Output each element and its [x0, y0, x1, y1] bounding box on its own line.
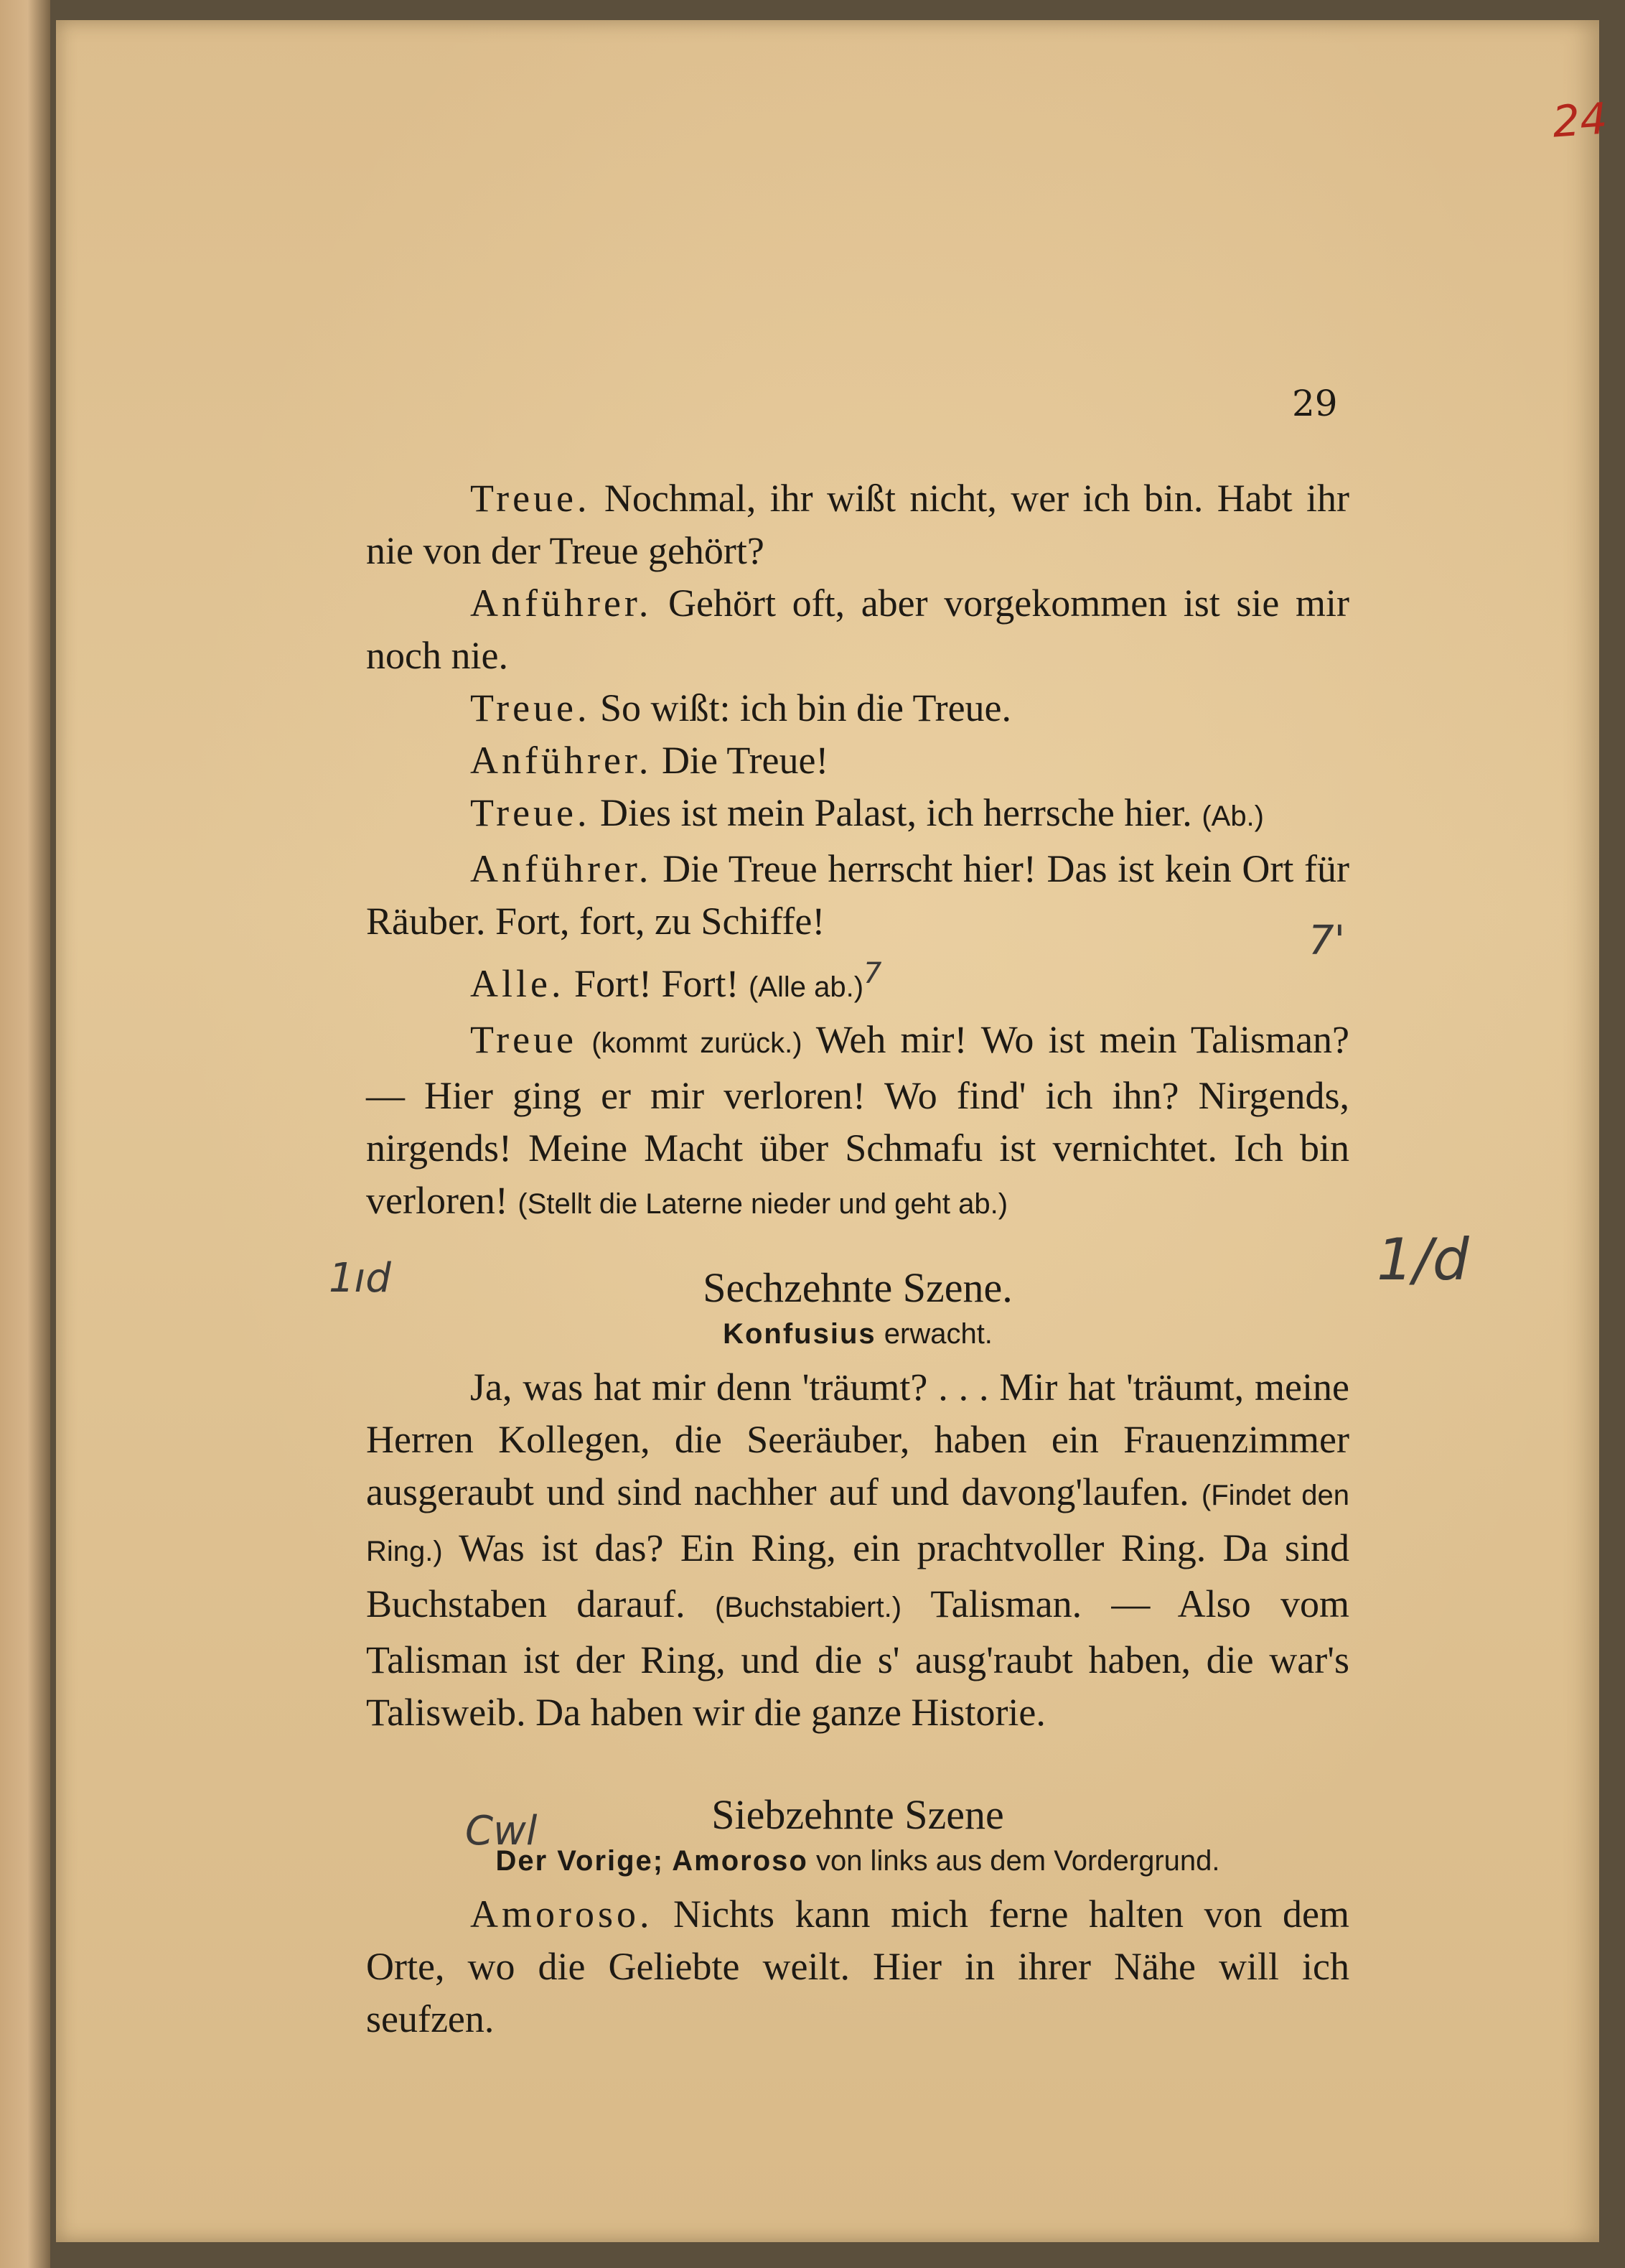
pencil-margin-mark: 7'	[1308, 918, 1346, 964]
character-name: Der Vorige;	[495, 1845, 665, 1877]
page-text	[366, 472, 1349, 2045]
scene-direction: von links aus dem Vordergrund.	[815, 1845, 1220, 1877]
handwritten-folio-number: 24	[1550, 93, 1609, 148]
scene-cast	[366, 1841, 1349, 1881]
dialogue-line	[366, 948, 1349, 1014]
dialogue-text: So wißt: ich bin die Treue.	[600, 686, 1012, 729]
scene-heading: Siebzehnte Szene	[711, 1791, 1004, 1838]
dialogue-text: Nochmal, ihr wißt nicht, wer ich bin. Habt ihr nie von der Treue gehört?	[366, 477, 1349, 572]
dialogue-line	[366, 787, 1349, 843]
dialogue-text: Was ist das? Ein Ring, ein prachtvoller Ring. Da sind Buchstaben darauf.	[366, 1526, 1349, 1625]
speaker-name: Treue.	[470, 686, 591, 729]
stage-direction: (Buchstabiert.)	[714, 1592, 902, 1623]
stage-direction: (kommt zurück.)	[591, 1027, 802, 1059]
dialogue-text: Die Treue herrscht hier! Das ist kein Ort für Räuber. Fort, fort, zu Schiffe!	[366, 847, 1350, 943]
page-number: 29	[1292, 383, 1338, 424]
speaker-name: Anführer.	[470, 582, 652, 625]
dialogue-line	[366, 472, 1349, 577]
book-page	[56, 20, 1609, 2242]
speaker-name: Anführer.	[470, 847, 652, 890]
character-name: Konfusius	[723, 1318, 876, 1350]
dialogue-line	[366, 1361, 1349, 1739]
dialogue-line	[366, 1888, 1349, 2045]
stage-direction: (Findet den Ring.)	[366, 1480, 1350, 1567]
stage-direction: (Stellt die Laterne nieder und geht ab.)	[518, 1188, 1008, 1220]
pencil-margin-mark: 1/d	[1377, 1226, 1469, 1293]
dialogue-line	[366, 734, 1349, 787]
dialogue-text: Dies ist mein Palast, ich herrsche hier.	[600, 791, 1192, 834]
dialogue-text: Ja, was hat mir denn 'träumt? . . . Mir hat 'träumt, meine Herren Kollegen, die Seeräuber, haben ein Frauenzimmer ausgeraubt und sind nachher auf und davong'laufen.	[366, 1366, 1349, 1513]
dialogue-line	[366, 682, 1349, 734]
dialogue-text: Die Treue!	[661, 739, 829, 782]
stage-direction: (Ab.)	[1202, 801, 1264, 832]
pencil-inline-mark: 7	[863, 957, 882, 990]
scene-heading: Sechzehnte Szene.	[703, 1264, 1013, 1311]
dialogue-text: Gehört oft, aber vorgekommen ist sie mir noch nie.	[366, 582, 1349, 677]
speaker-name: Alle.	[470, 962, 565, 1005]
dialogue-line	[366, 843, 1349, 948]
dialogue-text: Weh mir! Wo ist mein Talisman? — Hier ging er mir verloren! Wo find' ich ihn? Nirgends, nirgends! Meine Macht über Schmafu ist vernichtet. Ich bin verloren!	[366, 1018, 1349, 1222]
dialogue-line	[366, 577, 1349, 682]
dialogue-line	[366, 1014, 1349, 1231]
speaker-name: Treue.	[470, 477, 591, 520]
speaker-name: Anführer.	[470, 739, 652, 782]
scene-cast	[366, 1314, 1349, 1354]
dialogue-text: Talisman. — Also vom Talisman ist der Ring, und die s' ausg'raubt haben, die war's Talisweib. Da haben wir die ganze Historie.	[366, 1582, 1350, 1734]
stage-direction: (Alle ab.)	[748, 971, 864, 1003]
dialogue-text: Fort! Fort!	[573, 962, 739, 1005]
pencil-margin-mark: 1ıd	[329, 1255, 391, 1302]
book-binding	[0, 0, 50, 2268]
speaker-name: Treue	[470, 1018, 578, 1061]
pencil-margin-mark: Cwl	[465, 1808, 538, 1854]
scene-direction: erwacht.	[884, 1318, 993, 1350]
character-name: Amoroso	[672, 1845, 808, 1877]
dialogue-text: Nichts kann mich ferne halten von dem Orte, wo die Geliebte weilt. Hier in ihrer Nähe will ich seufzen.	[366, 1893, 1350, 2040]
speaker-name: Amoroso.	[470, 1893, 653, 1936]
speaker-name: Treue.	[470, 791, 591, 834]
